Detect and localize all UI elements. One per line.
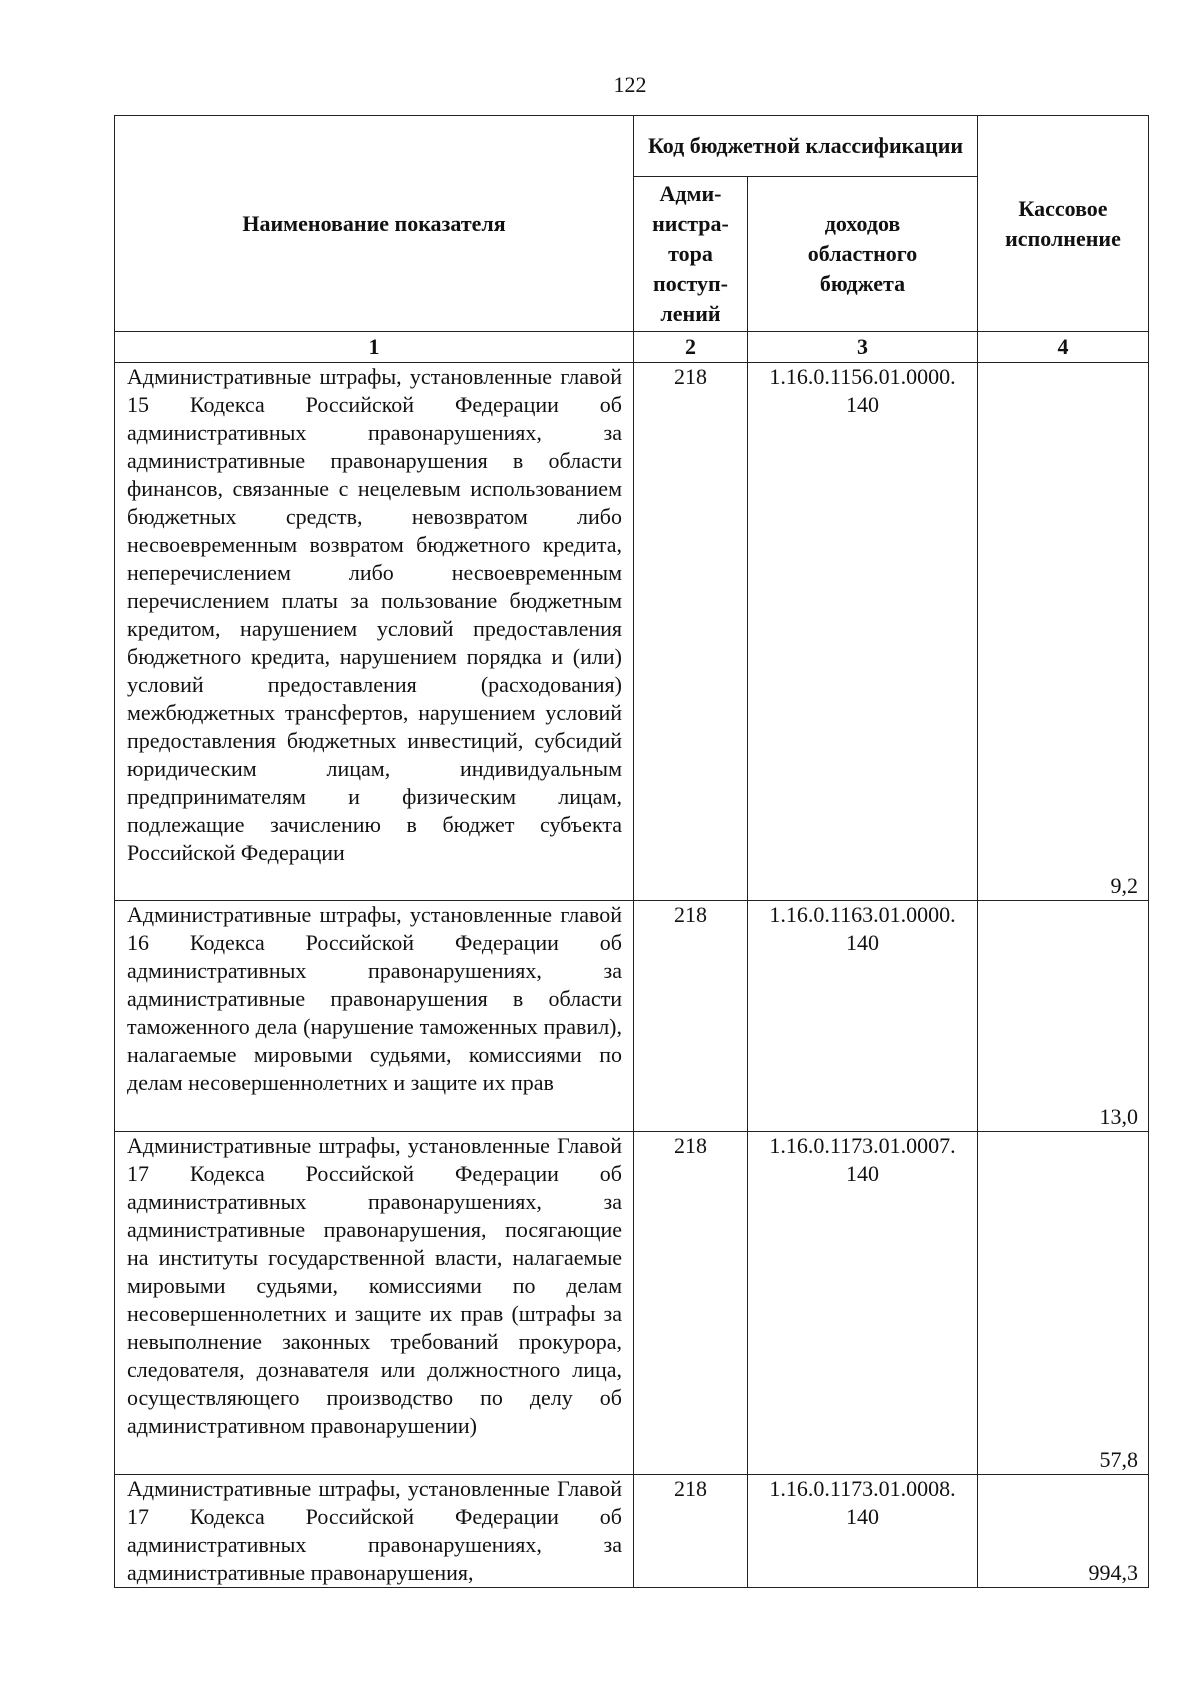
indicator-name-cell: Административные штрафы, установленные главой 16 Кодекса Российской Федерации об административных правонарушениях, за административные правонарушения в области таможенного дела (нарушение таможенных правил), налагаемые мировыми судьями, комиссиями по делам несовершеннолетних и защите их прав [115, 901, 634, 1132]
table-row [115, 1132, 1149, 1475]
indicator-name-cell: Административные штрафы, установленные Главой 17 Кодекса Российской Федерации об административных правонарушениях, за административные правонарушения, посягающие на институты государственной власти, налагаемые мировыми судьями, комиссиями по делам несовершеннолетних и защите их прав (штрафы за невыполнение законных требований прокурора, следователя, дознавателя или должностного лица, осуществляющего производство по делу об административном правонарушении) [115, 1132, 634, 1475]
header-cash-execution: Кассовое исполнение [978, 116, 1149, 332]
column-number-row [115, 332, 1149, 363]
administrator-code-cell: 218 [634, 1132, 748, 1475]
column-number: 1 [115, 332, 634, 363]
header-indicator-name: Наименование показателя [115, 116, 634, 332]
cash-execution-cell: 994,3 [978, 1475, 1149, 1588]
administrator-code-cell: 218 [634, 1475, 748, 1588]
administrator-code-cell: 218 [634, 901, 748, 1132]
header-row-1 [115, 116, 1149, 177]
page-number: 122 [613, 72, 647, 97]
budget-table [114, 115, 1149, 1588]
income-code-cell: 1.16.0.1173.01.0008. 140 [748, 1475, 978, 1588]
income-code-cell: 1.16.0.1163.01.0000. 140 [748, 901, 978, 1132]
table-row [115, 1475, 1149, 1588]
administrator-code-cell: 218 [634, 363, 748, 901]
column-number: 2 [634, 332, 748, 363]
header-administrator: Адми- нистра- тора поступ- лений [634, 177, 748, 332]
table-row [115, 363, 1149, 901]
indicator-name-cell: Административные штрафы, установленные Главой 17 Кодекса Российской Федерации об административных правонарушениях, за административные правонарушения, [115, 1475, 634, 1588]
income-code-cell: 1.16.0.1156.01.0000. 140 [748, 363, 978, 901]
column-number: 3 [748, 332, 978, 363]
cash-execution-cell: 13,0 [978, 901, 1149, 1132]
cash-execution-cell: 57,8 [978, 1132, 1149, 1475]
cash-execution-cell: 9,2 [978, 363, 1149, 901]
table-row [115, 901, 1149, 1132]
header-budget-code-group: Код бюджетной классификации [634, 116, 978, 177]
header-regional-income: доходов областного бюджета [748, 177, 978, 332]
income-code-cell: 1.16.0.1173.01.0007. 140 [748, 1132, 978, 1475]
indicator-name-cell: Административные штрафы, установленные главой 15 Кодекса Российской Федерации об административных правонарушениях, за административные правонарушения в области финансов, связанные с нецелевым использованием бюджетных средств, невозвратом либо несвоевременным возвратом бюджетного кредита, неперечислением либо несвоевременным перечислением платы за пользование бюджетным кредитом, нарушением условий предоставления бюджетного кредита, нарушением порядка и (или) условий предоставления (расходования) межбюджетных трансфертов, нарушением условий предоставления бюджетных инвестиций, субсидий юридическим лицам, индивидуальным предпринимателям и физическим лицам, подлежащие зачислению в бюджет субъекта Российской Федерации [115, 363, 634, 901]
column-number: 4 [978, 332, 1149, 363]
